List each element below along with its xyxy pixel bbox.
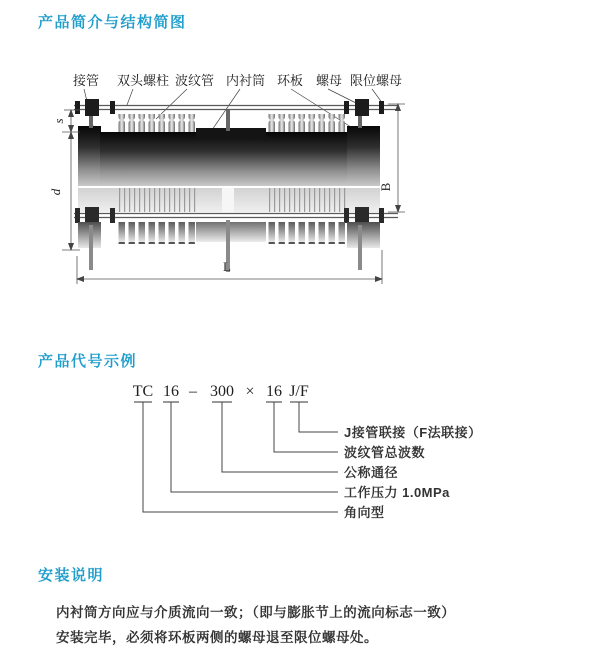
label-limit-nut: 限位螺母 bbox=[350, 73, 403, 88]
code-seg-diameter: 300 bbox=[210, 383, 234, 400]
label-nut: 螺母 bbox=[316, 73, 343, 88]
code-seg-connection: J/F bbox=[289, 383, 309, 400]
callout-nominal-diameter: 公称通径 bbox=[344, 465, 399, 480]
label-ring-plate: 环板 bbox=[277, 73, 304, 88]
install-note-1: 内衬筒方向应与介质流向一致；（即与膨胀节上的流向标志一致） bbox=[56, 605, 456, 620]
callout-angular-type: 角向型 bbox=[344, 505, 385, 520]
label-bellows: 波纹管 bbox=[175, 73, 215, 88]
lower-section bbox=[74, 188, 398, 272]
code-seg-pressure: 16 bbox=[163, 383, 179, 400]
code-callout-lines bbox=[143, 402, 338, 512]
dim-label-L: L bbox=[223, 259, 231, 274]
dim-label-s: s bbox=[51, 118, 66, 124]
dimension-B bbox=[378, 104, 405, 212]
callout-working-pressure: 工作压力 1.0MPa bbox=[344, 485, 450, 500]
code-seg-dash: – bbox=[189, 383, 197, 400]
callout-wave-count: 波纹管总波数 bbox=[344, 445, 426, 460]
section-title-install: 安装说明 bbox=[38, 567, 105, 584]
structure-diagram bbox=[0, 60, 600, 300]
label-double-end-stud: 双头螺柱 bbox=[117, 73, 170, 88]
install-note-2: 安装完毕，必须将环板两侧的螺母退至限位螺母处。 bbox=[56, 630, 378, 645]
label-connecting-pipe: 接管 bbox=[73, 73, 100, 88]
code-seg-type: TC bbox=[132, 383, 154, 400]
dimension-d bbox=[48, 132, 80, 250]
dim-label-B: B bbox=[378, 182, 393, 192]
code-seg-times: × bbox=[245, 383, 255, 400]
upper-body bbox=[78, 126, 380, 186]
section-title-intro: 产品简介与结构简图 bbox=[38, 14, 187, 31]
section-title-code: 产品代号示例 bbox=[38, 353, 138, 370]
upper-bellows-left bbox=[117, 114, 197, 134]
upper-bellows-right bbox=[267, 114, 347, 134]
code-example-diagram bbox=[0, 372, 600, 532]
label-inner-liner: 内衬筒 bbox=[226, 73, 266, 88]
callout-connection: J接管联接（F法联接） bbox=[344, 425, 482, 440]
code-seg-waves: 16 bbox=[266, 383, 282, 400]
dim-label-d: d bbox=[48, 188, 63, 196]
